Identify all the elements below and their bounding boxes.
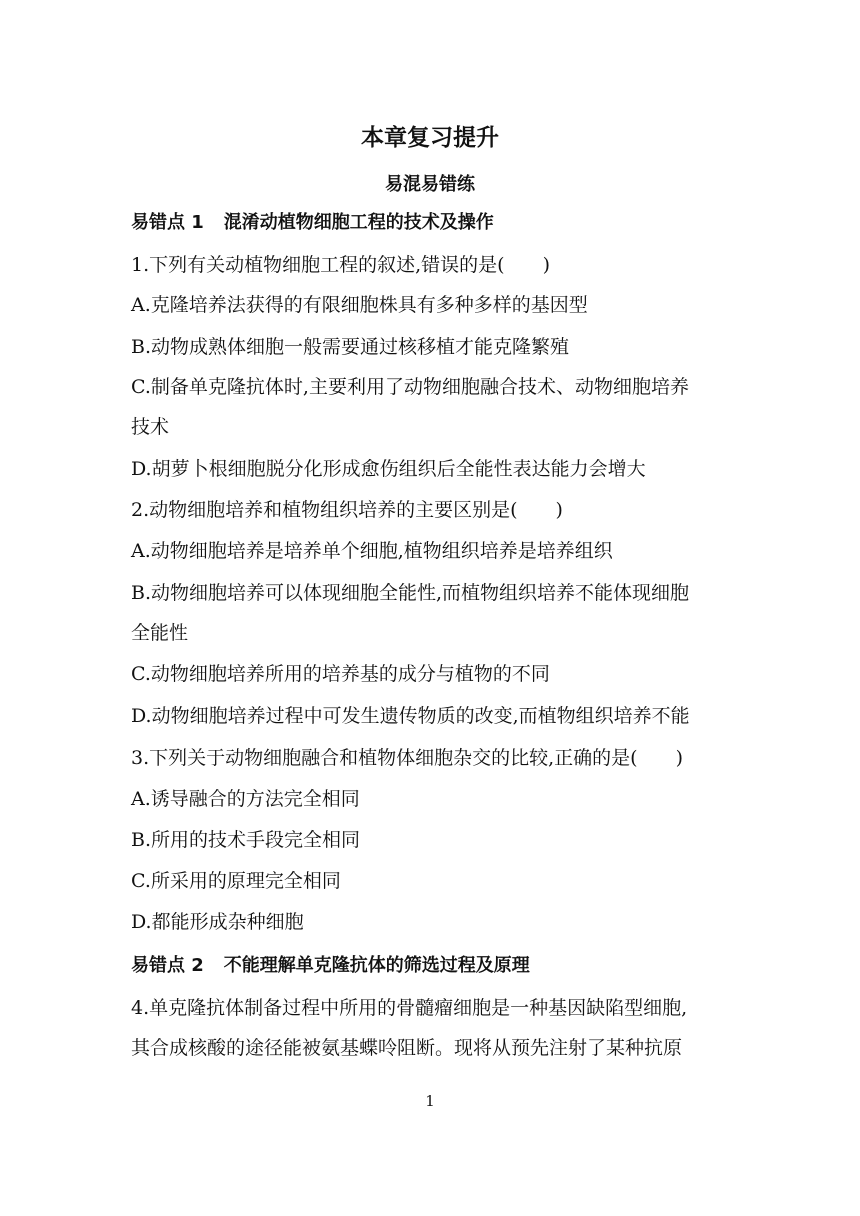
section-subtitle: 易混易错练 <box>385 174 475 195</box>
question-2-option-b-cont: 全能性 <box>131 622 189 644</box>
question-3-option-a: A.诱导融合的方法完全相同 <box>131 788 360 810</box>
error-point-1-heading <box>131 210 731 236</box>
question-2-option-a: A.动物细胞培养是培养单个细胞,植物组织培养是培养组织 <box>131 540 613 562</box>
error-point-label: 易错点 1 <box>131 212 204 233</box>
question-1-option-c: C.制备单克隆抗体时,主要利用了动物细胞融合技术、动物细胞培养 <box>131 376 689 398</box>
question-1-option-a: A.克隆培养法获得的有限细胞株具有多种多样的基因型 <box>131 294 588 316</box>
question-1-option-d: D.胡萝卜根细胞脱分化形成愈伤组织后全能性表达能力会增大 <box>131 458 646 480</box>
question-1-option-c-cont: 技术 <box>131 416 170 438</box>
question-3-option-c: C.所采用的原理完全相同 <box>131 870 341 892</box>
error-point-2-heading <box>131 953 731 979</box>
question-3-stem: 3.下列关于动物细胞融合和植物体细胞杂交的比较,正确的是( ) <box>131 747 683 769</box>
question-1-stem: 1.下列有关动植物细胞工程的叙述,错误的是( ) <box>131 254 550 276</box>
question-2-option-d: D.动物细胞培养过程中可发生遗传物质的改变,而植物组织培养不能 <box>131 705 690 727</box>
question-2-stem: 2.动物细胞培养和植物组织培养的主要区别是( ) <box>131 499 563 521</box>
question-4-line-1: 4.单克隆抗体制备过程中所用的骨髓瘤细胞是一种基因缺陷型细胞, <box>131 997 688 1019</box>
error-point-title: 混淆动植物细胞工程的技术及操作 <box>223 212 494 233</box>
question-2-option-c: C.动物细胞培养所用的培养基的成分与植物的不同 <box>131 663 550 685</box>
question-1-option-b: B.动物成熟体细胞一般需要通过核移植才能克隆繁殖 <box>131 336 570 358</box>
chapter-title: 本章复习提升 <box>361 125 499 151</box>
question-3-option-b: B.所用的技术手段完全相同 <box>131 829 361 851</box>
question-3-option-d: D.都能形成杂种细胞 <box>131 911 304 933</box>
question-4-line-2: 其合成核酸的途径能被氨基蝶呤阻断。现将从预先注射了某种抗原 <box>131 1037 683 1059</box>
error-point-title: 不能理解单克隆抗体的筛选过程及原理 <box>223 955 530 976</box>
page-number: 1 <box>425 1092 435 1110</box>
error-point-label: 易错点 2 <box>131 955 204 976</box>
question-2-option-b: B.动物细胞培养可以体现细胞全能性,而植物组织培养不能体现细胞 <box>131 582 690 604</box>
